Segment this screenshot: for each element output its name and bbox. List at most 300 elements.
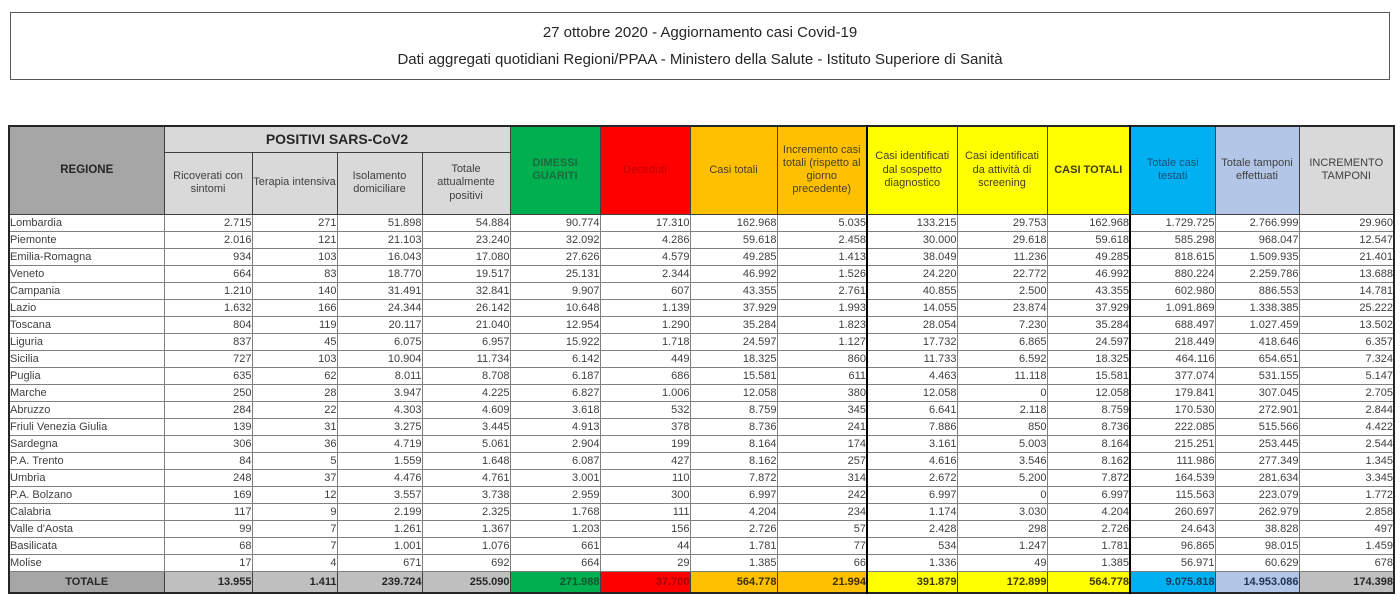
total-label: TOTALE xyxy=(9,571,164,593)
value-cell: 3.738 xyxy=(422,486,510,503)
value-cell: 32.092 xyxy=(510,231,600,248)
value-cell: 2.726 xyxy=(690,520,777,537)
value-cell: 115.563 xyxy=(1130,486,1215,503)
value-cell: 0 xyxy=(957,384,1047,401)
value-cell: 30.000 xyxy=(867,231,957,248)
value-cell: 62 xyxy=(252,367,337,384)
value-cell: 564.778 xyxy=(1047,571,1130,593)
value-cell: 272.901 xyxy=(1215,401,1299,418)
value-cell: 179.841 xyxy=(1130,384,1215,401)
value-cell: 3.001 xyxy=(510,469,600,486)
value-cell: 14.055 xyxy=(867,299,957,316)
value-cell: 4.204 xyxy=(1047,503,1130,520)
value-cell: 6.075 xyxy=(337,333,422,350)
value-cell: 298 xyxy=(957,520,1047,537)
value-cell: 534 xyxy=(867,537,957,554)
value-cell: 234 xyxy=(777,503,867,520)
value-cell: 3.618 xyxy=(510,401,600,418)
table-row xyxy=(9,537,1394,554)
value-cell: 1.367 xyxy=(422,520,510,537)
table-row xyxy=(9,401,1394,418)
value-cell: 21.103 xyxy=(337,231,422,248)
value-cell: 1.781 xyxy=(1047,537,1130,554)
value-cell: 515.566 xyxy=(1215,418,1299,435)
value-cell: 7.230 xyxy=(957,316,1047,333)
value-cell: 2.959 xyxy=(510,486,600,503)
value-cell: 277.349 xyxy=(1215,452,1299,469)
value-cell: 5.061 xyxy=(422,435,510,452)
value-cell: 57 xyxy=(777,520,867,537)
value-cell: 18.770 xyxy=(337,265,422,282)
value-cell: 7.872 xyxy=(1047,469,1130,486)
value-cell: 4.579 xyxy=(600,248,690,265)
value-cell: 1.174 xyxy=(867,503,957,520)
value-cell: 4.225 xyxy=(422,384,510,401)
value-cell: 37 xyxy=(252,469,337,486)
table-row xyxy=(9,503,1394,520)
value-cell: 1.336 xyxy=(867,554,957,571)
value-cell: 1.509.935 xyxy=(1215,248,1299,265)
value-cell: 1.781 xyxy=(690,537,777,554)
region-name: Molise xyxy=(9,554,164,571)
value-cell: 8.759 xyxy=(1047,401,1130,418)
region-name: Friuli Venezia Giulia xyxy=(9,418,164,435)
value-cell: 5.147 xyxy=(1299,367,1394,384)
region-name: Sicilia xyxy=(9,350,164,367)
value-cell: 378 xyxy=(600,418,690,435)
value-cell: 43.355 xyxy=(690,282,777,299)
value-cell: 602.980 xyxy=(1130,282,1215,299)
total-row xyxy=(9,571,1394,593)
value-cell: 111 xyxy=(600,503,690,520)
value-cell: 1.729.725 xyxy=(1130,214,1215,231)
value-cell: 6.087 xyxy=(510,452,600,469)
value-cell: 172.899 xyxy=(957,571,1047,593)
value-cell: 15.581 xyxy=(1047,367,1130,384)
value-cell: 6.827 xyxy=(510,384,600,401)
value-cell: 17.310 xyxy=(600,214,690,231)
value-cell: 60.629 xyxy=(1215,554,1299,571)
report-title: 27 ottobre 2020 - Aggiornamento casi Covid-19 xyxy=(542,23,858,41)
value-cell: 21.401 xyxy=(1299,248,1394,265)
value-cell: 9.907 xyxy=(510,282,600,299)
region-name: Liguria xyxy=(9,333,164,350)
column-header-ricoverati: Ricoverati con sintomi xyxy=(164,152,252,214)
table-row xyxy=(9,282,1394,299)
value-cell: 686 xyxy=(600,367,690,384)
value-cell: 2.544 xyxy=(1299,435,1394,452)
value-cell: 11.734 xyxy=(422,350,510,367)
value-cell: 21.040 xyxy=(422,316,510,333)
value-cell: 215.251 xyxy=(1130,435,1215,452)
value-cell: 13.688 xyxy=(1299,265,1394,282)
value-cell: 121 xyxy=(252,231,337,248)
value-cell: 4.463 xyxy=(867,367,957,384)
region-name: P.A. Trento xyxy=(9,452,164,469)
value-cell: 44 xyxy=(600,537,690,554)
title-banner xyxy=(10,12,1390,80)
value-cell: 12.058 xyxy=(690,384,777,401)
value-cell: 26.142 xyxy=(422,299,510,316)
value-cell: 1.127 xyxy=(777,333,867,350)
value-cell: 1.203 xyxy=(510,520,600,537)
value-cell: 1.768 xyxy=(510,503,600,520)
value-cell: 28.054 xyxy=(867,316,957,333)
group-header-positivi-sars-cov2: POSITIVI SARS-CoV2 xyxy=(164,126,510,152)
value-cell: 377.074 xyxy=(1130,367,1215,384)
value-cell: 218.449 xyxy=(1130,333,1215,350)
value-cell: 661 xyxy=(510,537,600,554)
value-cell: 2.844 xyxy=(1299,401,1394,418)
value-cell: 2.344 xyxy=(600,265,690,282)
table-row xyxy=(9,520,1394,537)
value-cell: 7 xyxy=(252,537,337,554)
value-cell: 654.651 xyxy=(1215,350,1299,367)
table-body xyxy=(9,214,1394,593)
value-cell: 0 xyxy=(957,486,1047,503)
value-cell: 117 xyxy=(164,503,252,520)
value-cell: 29 xyxy=(600,554,690,571)
region-name: Veneto xyxy=(9,265,164,282)
value-cell: 23.240 xyxy=(422,231,510,248)
value-cell: 585.298 xyxy=(1130,231,1215,248)
value-cell: 3.947 xyxy=(337,384,422,401)
value-cell: 16.043 xyxy=(337,248,422,265)
value-cell: 111.986 xyxy=(1130,452,1215,469)
value-cell: 35.284 xyxy=(690,316,777,333)
value-cell: 13.502 xyxy=(1299,316,1394,333)
value-cell: 3.557 xyxy=(337,486,422,503)
value-cell: 271 xyxy=(252,214,337,231)
value-cell: 46.992 xyxy=(690,265,777,282)
value-cell: 14.781 xyxy=(1299,282,1394,299)
value-cell: 241 xyxy=(777,418,867,435)
value-cell: 1.648 xyxy=(422,452,510,469)
value-cell: 804 xyxy=(164,316,252,333)
value-cell: 497 xyxy=(1299,520,1394,537)
value-cell: 380 xyxy=(777,384,867,401)
value-cell: 37.929 xyxy=(1047,299,1130,316)
value-cell: 90.774 xyxy=(510,214,600,231)
value-cell: 2.761 xyxy=(777,282,867,299)
value-cell: 4.204 xyxy=(690,503,777,520)
value-cell: 4 xyxy=(252,554,337,571)
value-cell: 22.772 xyxy=(957,265,1047,282)
value-cell: 260.697 xyxy=(1130,503,1215,520)
value-cell: 59.618 xyxy=(690,231,777,248)
value-cell: 12.954 xyxy=(510,316,600,333)
value-cell: 3.546 xyxy=(957,452,1047,469)
value-cell: 678 xyxy=(1299,554,1394,571)
value-cell: 3.445 xyxy=(422,418,510,435)
value-cell: 8.164 xyxy=(1047,435,1130,452)
table-row xyxy=(9,554,1394,571)
value-cell: 11.733 xyxy=(867,350,957,367)
region-name: Calabria xyxy=(9,503,164,520)
value-cell: 1.459 xyxy=(1299,537,1394,554)
value-cell: 11.236 xyxy=(957,248,1047,265)
value-cell: 345 xyxy=(777,401,867,418)
value-cell: 140 xyxy=(252,282,337,299)
value-cell: 2.705 xyxy=(1299,384,1394,401)
value-cell: 139 xyxy=(164,418,252,435)
table-row xyxy=(9,316,1394,333)
value-cell: 391.879 xyxy=(867,571,957,593)
report-subtitle: Dati aggregati quotidiani Regioni/PPAA - Ministero della Salute - Istituto Superiore di Sanità xyxy=(397,51,1003,69)
value-cell: 1.139 xyxy=(600,299,690,316)
table-row xyxy=(9,418,1394,435)
value-cell: 4.422 xyxy=(1299,418,1394,435)
value-cell: 3.030 xyxy=(957,503,1047,520)
region-name: P.A. Bolzano xyxy=(9,486,164,503)
value-cell: 250 xyxy=(164,384,252,401)
value-cell: 43.355 xyxy=(1047,282,1130,299)
value-cell: 635 xyxy=(164,367,252,384)
value-cell: 1.006 xyxy=(600,384,690,401)
value-cell: 38.828 xyxy=(1215,520,1299,537)
value-cell: 5.200 xyxy=(957,469,1047,486)
value-cell: 6.142 xyxy=(510,350,600,367)
value-cell: 13.955 xyxy=(164,571,252,593)
table-row xyxy=(9,248,1394,265)
value-cell: 56.971 xyxy=(1130,554,1215,571)
region-name: Emilia-Romagna xyxy=(9,248,164,265)
value-cell: 84 xyxy=(164,452,252,469)
value-cell: 2.428 xyxy=(867,520,957,537)
value-cell: 169 xyxy=(164,486,252,503)
value-cell: 29.960 xyxy=(1299,214,1394,231)
value-cell: 49 xyxy=(957,554,1047,571)
value-cell: 28 xyxy=(252,384,337,401)
value-cell: 239.724 xyxy=(337,571,422,593)
value-cell: 934 xyxy=(164,248,252,265)
value-cell: 8.164 xyxy=(690,435,777,452)
value-cell: 5.035 xyxy=(777,214,867,231)
value-cell: 1.385 xyxy=(1047,554,1130,571)
column-header-isolamento: Isolamento domiciliare xyxy=(337,152,422,214)
column-header-casi-totali: Casi totali xyxy=(690,126,777,214)
value-cell: 3.161 xyxy=(867,435,957,452)
value-cell: 37.929 xyxy=(690,299,777,316)
value-cell: 1.526 xyxy=(777,265,867,282)
value-cell: 18.325 xyxy=(1047,350,1130,367)
value-cell: 4.616 xyxy=(867,452,957,469)
column-header-sospetto-diagnostico: Casi identificati dal sospetto diagnostico xyxy=(867,126,957,214)
value-cell: 664 xyxy=(164,265,252,282)
value-cell: 119 xyxy=(252,316,337,333)
value-cell: 40.855 xyxy=(867,282,957,299)
table-row xyxy=(9,299,1394,316)
value-cell: 162.968 xyxy=(690,214,777,231)
value-cell: 24.597 xyxy=(1047,333,1130,350)
value-cell: 671 xyxy=(337,554,422,571)
value-cell: 1.210 xyxy=(164,282,252,299)
value-cell: 2.766.999 xyxy=(1215,214,1299,231)
column-header-deceduti: Deceduti xyxy=(600,126,690,214)
value-cell: 4.761 xyxy=(422,469,510,486)
value-cell: 6.641 xyxy=(867,401,957,418)
value-cell: 77 xyxy=(777,537,867,554)
region-name: Piemonte xyxy=(9,231,164,248)
value-cell: 35.284 xyxy=(1047,316,1130,333)
value-cell: 7.872 xyxy=(690,469,777,486)
value-cell: 36 xyxy=(252,435,337,452)
value-cell: 3.275 xyxy=(337,418,422,435)
value-cell: 464.116 xyxy=(1130,350,1215,367)
value-cell: 25.222 xyxy=(1299,299,1394,316)
value-cell: 174 xyxy=(777,435,867,452)
value-cell: 262.979 xyxy=(1215,503,1299,520)
region-name: Campania xyxy=(9,282,164,299)
value-cell: 24.220 xyxy=(867,265,957,282)
value-cell: 242 xyxy=(777,486,867,503)
value-cell: 6.592 xyxy=(957,350,1047,367)
table-row xyxy=(9,350,1394,367)
region-name: Sardegna xyxy=(9,435,164,452)
value-cell: 837 xyxy=(164,333,252,350)
value-cell: 2.726 xyxy=(1047,520,1130,537)
value-cell: 1.559 xyxy=(337,452,422,469)
value-cell: 199 xyxy=(600,435,690,452)
table-row xyxy=(9,452,1394,469)
value-cell: 257 xyxy=(777,452,867,469)
value-cell: 532 xyxy=(600,401,690,418)
table-row xyxy=(9,486,1394,503)
region-name: Valle d'Aosta xyxy=(9,520,164,537)
value-cell: 7 xyxy=(252,520,337,537)
column-header-terapia-intensiva: Terapia intensiva xyxy=(252,152,337,214)
value-cell: 162.968 xyxy=(1047,214,1130,231)
value-cell: 22 xyxy=(252,401,337,418)
value-cell: 664 xyxy=(510,554,600,571)
value-cell: 8.708 xyxy=(422,367,510,384)
value-cell: 110 xyxy=(600,469,690,486)
value-cell: 23.874 xyxy=(957,299,1047,316)
table-row xyxy=(9,231,1394,248)
value-cell: 6.997 xyxy=(1047,486,1130,503)
table-row xyxy=(9,367,1394,384)
value-cell: 3.345 xyxy=(1299,469,1394,486)
value-cell: 156 xyxy=(600,520,690,537)
value-cell: 284 xyxy=(164,401,252,418)
value-cell: 17.080 xyxy=(422,248,510,265)
value-cell: 1.413 xyxy=(777,248,867,265)
value-cell: 314 xyxy=(777,469,867,486)
value-cell: 2.118 xyxy=(957,401,1047,418)
value-cell: 37.700 xyxy=(600,571,690,593)
value-cell: 15.581 xyxy=(690,367,777,384)
value-cell: 1.091.869 xyxy=(1130,299,1215,316)
value-cell: 1.338.385 xyxy=(1215,299,1299,316)
region-name: Basilicata xyxy=(9,537,164,554)
value-cell: 12.547 xyxy=(1299,231,1394,248)
value-cell: 2.325 xyxy=(422,503,510,520)
value-cell: 5 xyxy=(252,452,337,469)
value-cell: 96.865 xyxy=(1130,537,1215,554)
value-cell: 8.736 xyxy=(690,418,777,435)
value-cell: 7.886 xyxy=(867,418,957,435)
table-row xyxy=(9,214,1394,231)
value-cell: 692 xyxy=(422,554,510,571)
value-cell: 1.385 xyxy=(690,554,777,571)
value-cell: 24.643 xyxy=(1130,520,1215,537)
value-cell: 46.992 xyxy=(1047,265,1130,282)
column-header-regione: REGIONE xyxy=(9,126,164,214)
value-cell: 6.865 xyxy=(957,333,1047,350)
value-cell: 8.011 xyxy=(337,367,422,384)
value-cell: 6.997 xyxy=(867,486,957,503)
column-header-dimessi-guariti: DIMESSI GUARITI xyxy=(510,126,600,214)
value-cell: 20.117 xyxy=(337,316,422,333)
value-cell: 9 xyxy=(252,503,337,520)
value-cell: 49.285 xyxy=(1047,248,1130,265)
value-cell: 31.491 xyxy=(337,282,422,299)
value-cell: 103 xyxy=(252,350,337,367)
value-cell: 688.497 xyxy=(1130,316,1215,333)
value-cell: 300 xyxy=(600,486,690,503)
value-cell: 24.597 xyxy=(690,333,777,350)
value-cell: 223.079 xyxy=(1215,486,1299,503)
value-cell: 8.759 xyxy=(690,401,777,418)
value-cell: 281.634 xyxy=(1215,469,1299,486)
value-cell: 1.290 xyxy=(600,316,690,333)
value-cell: 12.058 xyxy=(1047,384,1130,401)
value-cell: 2.858 xyxy=(1299,503,1394,520)
value-cell: 6.957 xyxy=(422,333,510,350)
value-cell: 307.045 xyxy=(1215,384,1299,401)
value-cell: 1.411 xyxy=(252,571,337,593)
value-cell: 2.904 xyxy=(510,435,600,452)
value-cell: 5.003 xyxy=(957,435,1047,452)
value-cell: 21.994 xyxy=(777,571,867,593)
region-name: Lazio xyxy=(9,299,164,316)
value-cell: 24.344 xyxy=(337,299,422,316)
value-cell: 29.618 xyxy=(957,231,1047,248)
value-cell: 880.224 xyxy=(1130,265,1215,282)
column-header-casi-totali-upper: CASI TOTALI xyxy=(1047,126,1130,214)
value-cell: 727 xyxy=(164,350,252,367)
value-cell: 968.047 xyxy=(1215,231,1299,248)
value-cell: 4.913 xyxy=(510,418,600,435)
covid-data-table xyxy=(8,125,1395,594)
column-header-tamponi-effettuati: Totale tamponi effettuati xyxy=(1215,126,1299,214)
region-name: Puglia xyxy=(9,367,164,384)
table-row xyxy=(9,333,1394,350)
value-cell: 850 xyxy=(957,418,1047,435)
value-cell: 103 xyxy=(252,248,337,265)
value-cell: 222.085 xyxy=(1130,418,1215,435)
value-cell: 10.648 xyxy=(510,299,600,316)
region-name: Lombardia xyxy=(9,214,164,231)
value-cell: 51.898 xyxy=(337,214,422,231)
value-cell: 4.303 xyxy=(337,401,422,418)
value-cell: 99 xyxy=(164,520,252,537)
value-cell: 1.076 xyxy=(422,537,510,554)
value-cell: 8.736 xyxy=(1047,418,1130,435)
value-cell: 68 xyxy=(164,537,252,554)
value-cell: 98.015 xyxy=(1215,537,1299,554)
value-cell: 8.162 xyxy=(1047,452,1130,469)
value-cell: 170.530 xyxy=(1130,401,1215,418)
value-cell: 49.285 xyxy=(690,248,777,265)
value-cell: 1.632 xyxy=(164,299,252,316)
value-cell: 133.215 xyxy=(867,214,957,231)
column-header-incremento-tamponi: INCREMENTO TAMPONI xyxy=(1299,126,1394,214)
value-cell: 2.259.786 xyxy=(1215,265,1299,282)
value-cell: 14.953.086 xyxy=(1215,571,1299,593)
value-cell: 271.988 xyxy=(510,571,600,593)
region-name: Abruzzo xyxy=(9,401,164,418)
